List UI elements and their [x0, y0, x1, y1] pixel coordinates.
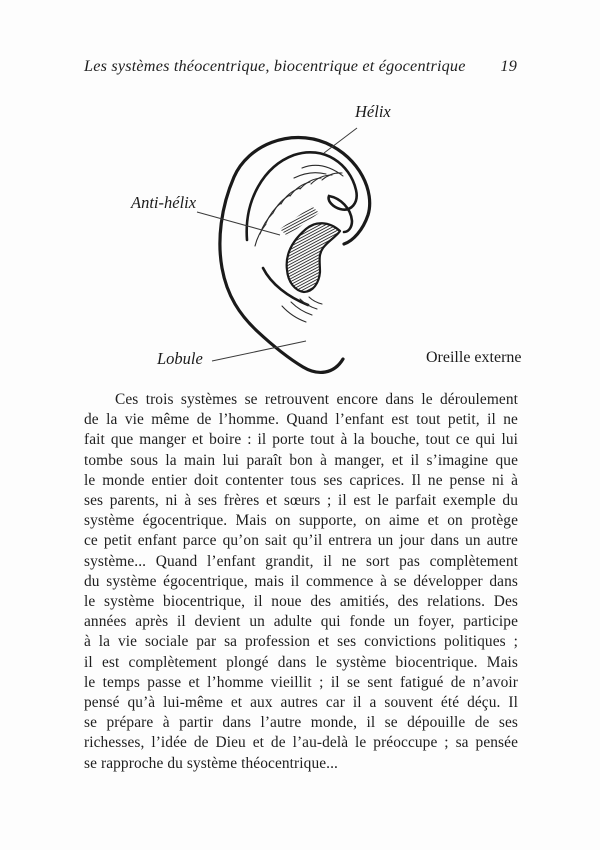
text-line: années après il devient un adulte qui fonde un foyer, participe [84, 613, 518, 631]
text-line: à la vie sociale par sa profession et ses convictions politiques ; [84, 633, 518, 651]
text-line: Ces trois systèmes se retrouvent encore dans le déroulement [115, 391, 518, 408]
text-line: système... Quand l’enfant grandit, il ne sort pas complètement [84, 552, 518, 570]
header-title: Les systèmes théocentrique, biocentrique et égocentrique [84, 57, 466, 75]
label-anti-helix: Anti-hélix [131, 193, 197, 212]
text-line: fait que manger et boire : il porte tout à la bouche, tout ce qui lui [84, 431, 518, 449]
text-line: ses parents, ni à ses frères et sœurs ; il est le parfait exemple du [84, 492, 518, 510]
text-line: richesses, l’idée de Dieu et de l’au-delà le préoccupe ; sa pensée [84, 734, 518, 752]
text-line: système égocentrique. Mais on supporte, on aime et on protège [84, 512, 518, 530]
text-line: de la vie même de l’homme. Quand l’enfant est tout petit, il ne [84, 411, 518, 429]
text-line: le système biocentrique, il noue des amitiés, des relations. Des [84, 593, 518, 611]
text-line: pensé qu’à lui-même et aux autres car il a souvent été déçu. Il [84, 694, 518, 712]
text-line: du système égocentrique, mais il commence à se développer dans [84, 572, 518, 590]
text-line: ce petit enfant parce qu’on sait qu’il entrera un jour dans un autre [84, 532, 518, 550]
running-header [84, 57, 517, 76]
text-line: se prépare à partir dans l’autre monde, il se dépouille de ses [84, 714, 518, 732]
label-helix: Hélix [355, 102, 391, 121]
figure-caption: Oreille externe [426, 349, 522, 366]
body-paragraph [84, 390, 518, 774]
intertragic-hatching [282, 297, 322, 322]
ear-illustration-svg [120, 100, 540, 390]
text-line: le monde entier doit contenter tous ses caprices. Il ne pense ni à [84, 471, 518, 489]
ear-figure [120, 100, 540, 390]
text-line: il est complètement plongé dans le système biocentrique. Mais [84, 653, 518, 671]
concha-hatched-area [287, 223, 340, 292]
text-line: le temps passe et l’homme vieillit ; il se sent fatigué de n’avoir [84, 673, 518, 691]
anti-helix-leader-line [197, 212, 280, 235]
label-lobule: Lobule [157, 349, 203, 368]
text-line: tombe sous la main lui paraît bon à manger, et il s’imagine que [84, 451, 518, 469]
text-line: se rapproche du système théocentrique... [84, 754, 339, 772]
page-number: 19 [500, 57, 517, 75]
